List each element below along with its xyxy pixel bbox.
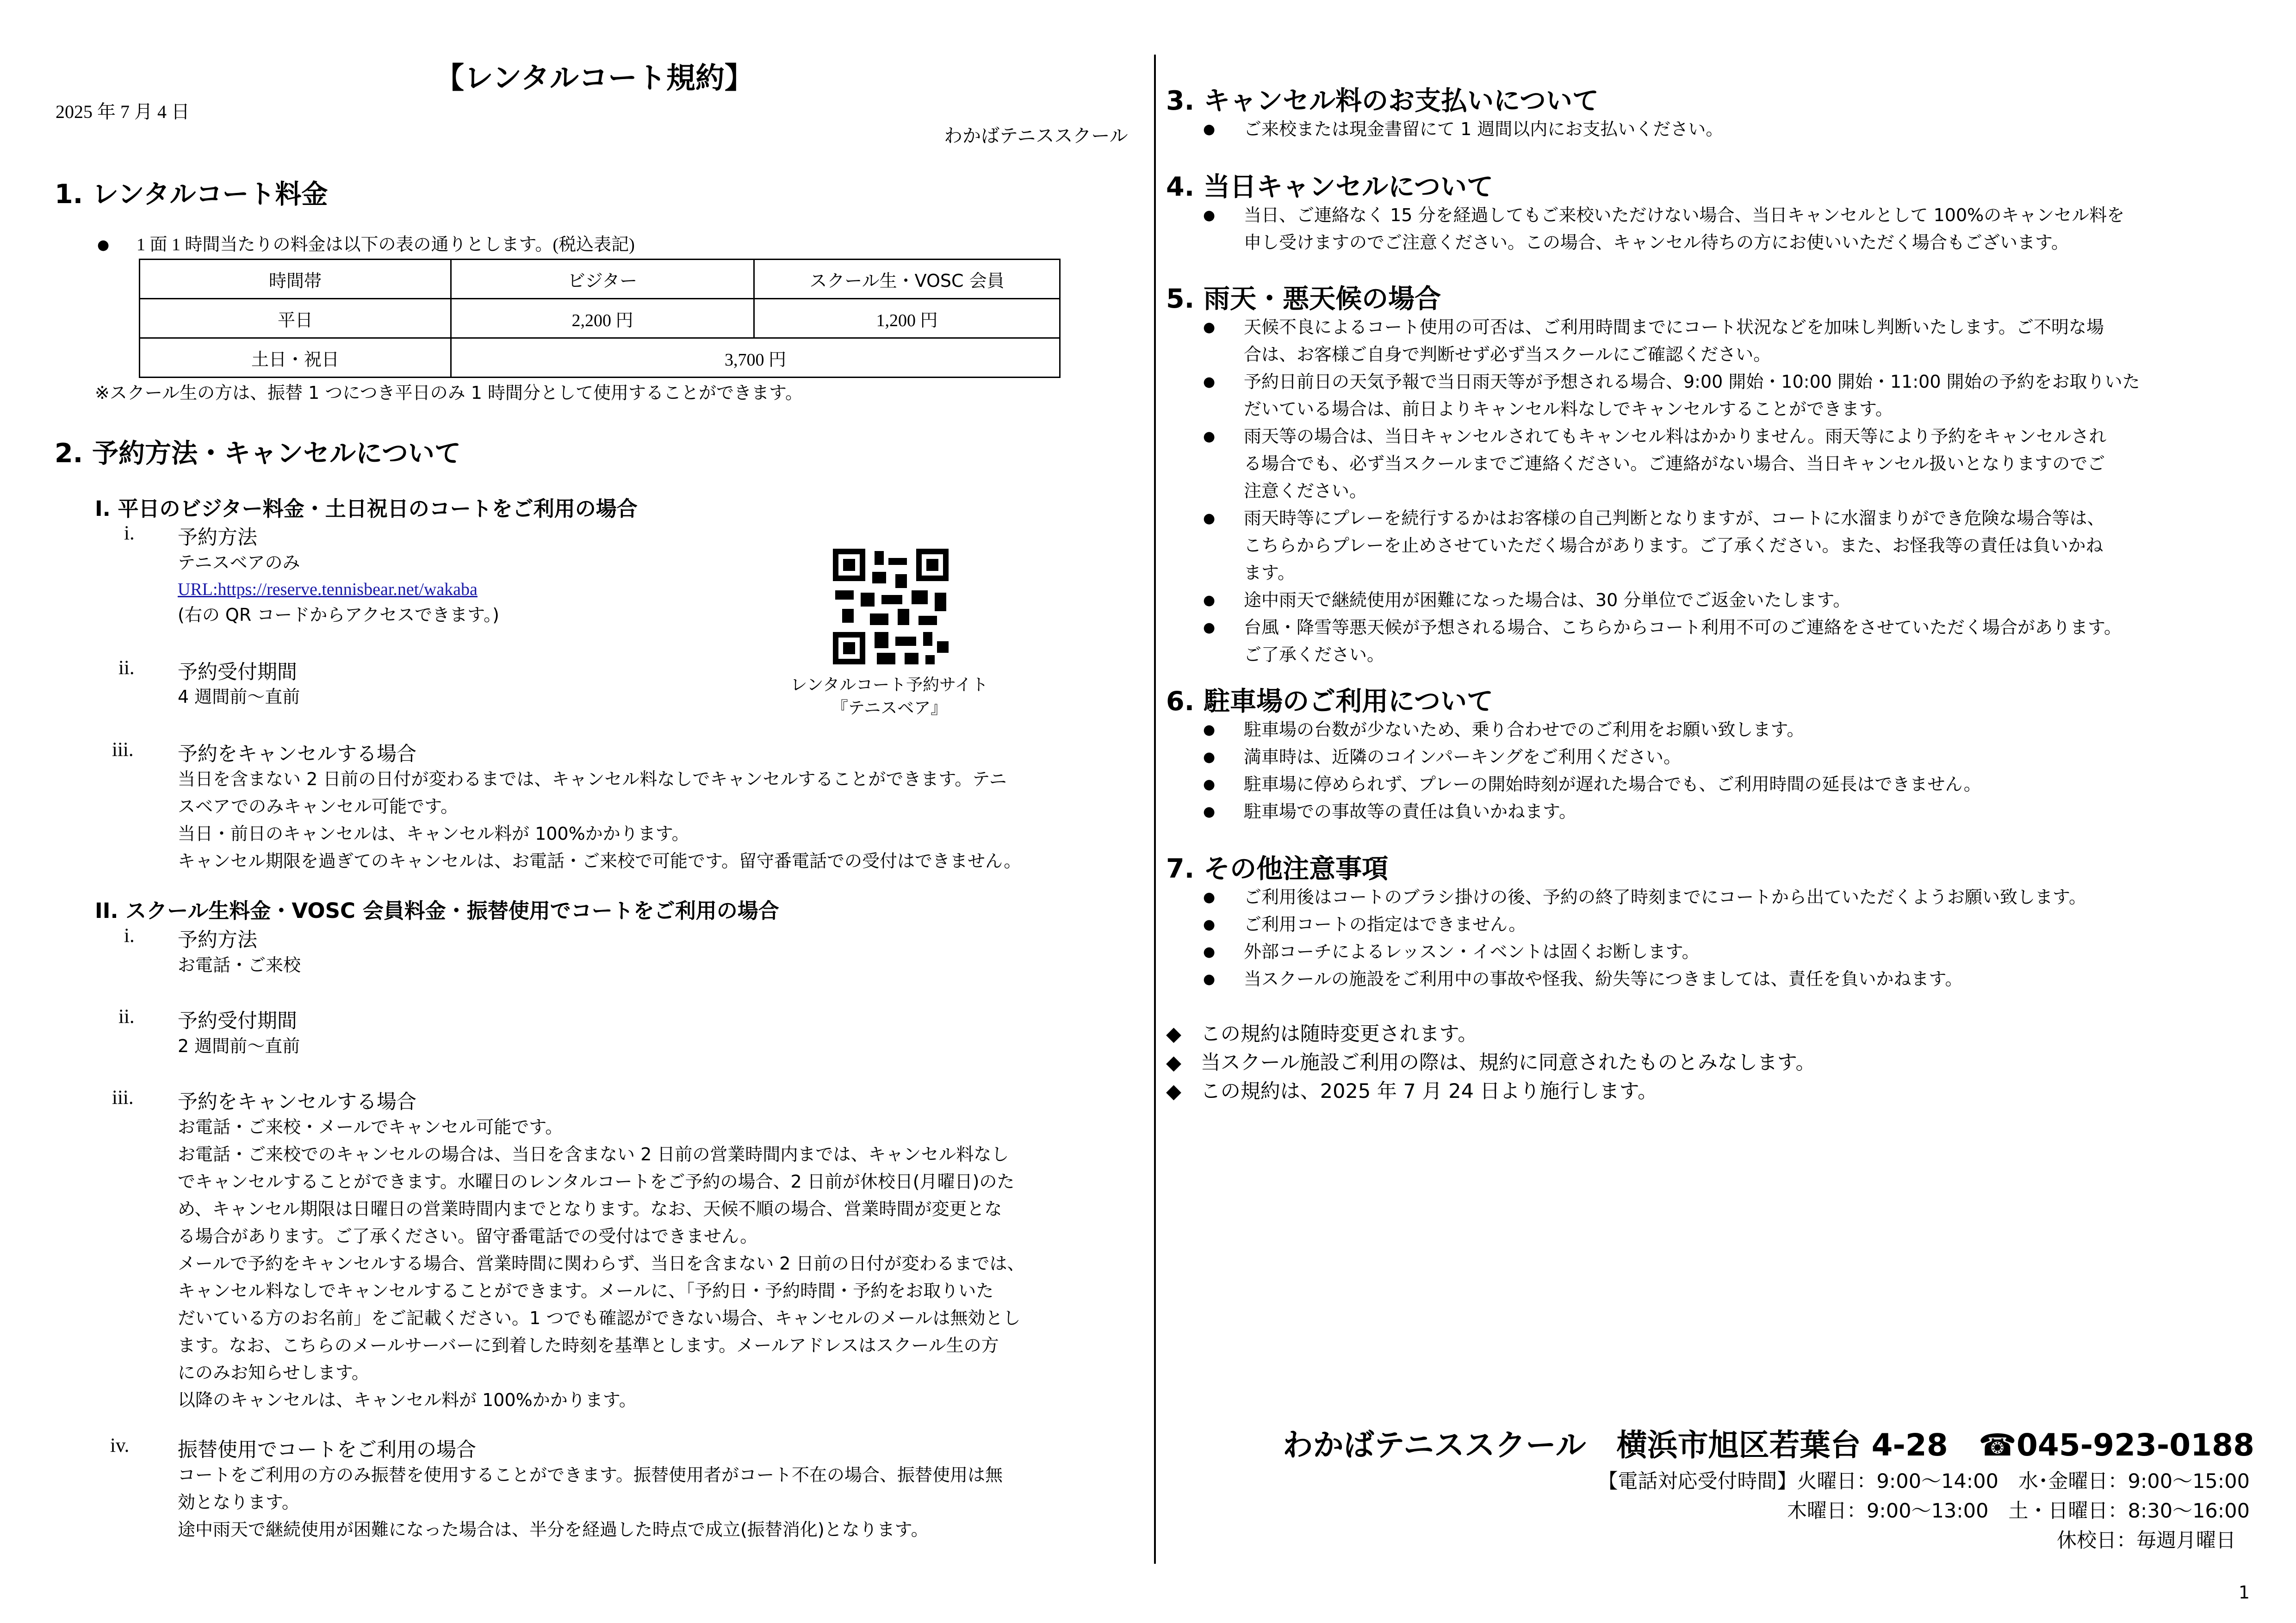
part1-iii-line: 当日・前日のキャンセルは、キャンセル料が 100%かかります。 (178, 824, 689, 844)
part2-i-line: お電話・ご来校 (178, 955, 301, 975)
page-title: 【レンタルコート規約】 (435, 61, 754, 95)
table-cell: 2,200 円 (451, 299, 754, 338)
qr-code-icon[interactable] (833, 549, 949, 664)
part2-iii-line: でキャンセルすることができます。水曜日のレンタルコートをご予約の場合、2 日前が休校日(月曜日)のた (178, 1171, 1015, 1192)
bullet-icon: ● (1203, 121, 1216, 137)
table-header-cell: スクール生・VOSC 会員 (754, 260, 1060, 299)
diamond-bullet-icon: ◆ (1166, 1022, 1182, 1046)
part1-i-title: 予約方法 (178, 526, 257, 549)
part2-iii-line: め、キャンセル期限は日曜日の営業時間内までとなります。なお、天候不順の場合、営業時間が変更とな (178, 1199, 1002, 1219)
bullet-icon: ● (1203, 971, 1216, 987)
table-header-row (140, 260, 1060, 299)
bullet-icon: ● (1203, 319, 1216, 335)
diamond-bullet-icon: ◆ (1166, 1051, 1182, 1074)
qr-caption: レンタルコート予約サイト (790, 675, 988, 694)
table-cell: 土日・祝日 (140, 338, 451, 378)
table-cell: 3,700 円 (451, 338, 1060, 378)
section5-heading: 5. 雨天・悪天候の場合 (1166, 284, 1441, 314)
closing-item: ◆ 当スクール施設ご利用の際は、規約に同意されたものとみなします。 (1166, 1051, 1816, 1074)
bullet-icon: ● (1203, 749, 1216, 765)
part2-ii-line: 2 週間前〜直前 (178, 1036, 300, 1056)
page-number: 1 (2238, 1582, 2250, 1603)
bullet-icon: ● (1203, 722, 1216, 738)
section3-heading: 3. キャンセル料のお支払いについて (1166, 86, 1599, 116)
part2-iii-line: ます。なお、こちらのメールサーバーに到着した時刻を基準とします。メールアドレスはスクール生の方 (178, 1335, 999, 1356)
bullet-icon: ● (1203, 804, 1216, 820)
table-row (140, 338, 1060, 378)
bullet-icon: ● (1203, 776, 1216, 793)
section7-heading: 7. その他注意事項 (1166, 854, 1389, 884)
part2-iv-line: コートをご利用の方のみ振替を使用することができます。振替使用者がコート不在の場合、振替使用は無 (178, 1465, 1003, 1485)
part1-i-note: (右の QR コードからアクセスできます。) (178, 605, 499, 625)
section1-note: ※スクール生の方は、振替 1 つにつき平日のみ 1 時間分として使用することができます。 (95, 383, 803, 403)
part2-iii-title: 予約をキャンセルする場合 (178, 1090, 416, 1114)
phone-hours: 【電話対応受付時間】火曜日：9:00〜14:00 水･金曜日：9:00〜15:00 (1598, 1470, 2250, 1493)
part2-ii-title: 予約受付期間 (178, 1010, 297, 1033)
rental-fee-table (139, 259, 1061, 378)
part2-iii-line: メールで予約をキャンセルする場合、営業時間に関わらず、当日を含まない 2 日前の日付が変わるまでは、 (178, 1253, 1025, 1274)
part2-iii-number: iii. (112, 1087, 134, 1109)
part1-i-number: i. (124, 522, 135, 544)
part2-iv-line: 効となります。 (178, 1492, 299, 1512)
part2-iv-number: iv. (110, 1435, 130, 1456)
part1-heading: I. 平日のビジター料金・土日祝日のコートをご利用の場合 (95, 496, 638, 521)
section4-heading: 4. 当日キャンセルについて (1166, 172, 1494, 202)
bullet-icon: ● (1203, 944, 1216, 960)
table-cell: 平日 (140, 299, 451, 338)
bullet-icon: ● (1203, 889, 1216, 905)
part2-iv-line: 途中雨天で継続使用が困難になった場合は、半分を経過した時点で成立(振替消化)となります。 (178, 1519, 929, 1540)
part2-i-title: 予約方法 (178, 929, 257, 952)
part1-ii-line: 4 週間前〜直前 (178, 687, 300, 707)
part1-i-line: テニスベアのみ (178, 552, 300, 573)
part2-iii-line: キャンセル料なしでキャンセルすることができます。メールに、「予約日・予約時間・予約をお取りいた (178, 1281, 994, 1301)
table-header-cell: ビジター (451, 260, 754, 299)
part2-iii-line: る場合があります。ご了承ください。留守番電話での受付はできません。 (178, 1226, 758, 1246)
closing-item: ◆ この規約は随時変更されます。 (1166, 1022, 1478, 1046)
document-date: 2025 年 7 月 4 日 (56, 101, 190, 122)
bullet-icon: ● (1203, 374, 1216, 390)
bullet-icon: ● (1203, 428, 1216, 445)
part2-iii-line: お電話・ご来校・メールでキャンセル可能です。 (178, 1117, 563, 1137)
part2-iii-line: にのみお知らせします。 (178, 1363, 369, 1383)
school-name: わかばテニススクール (944, 125, 1128, 147)
part1-iii-number: iii. (112, 739, 134, 761)
part1-ii-number: ii. (118, 657, 135, 679)
part2-iii-line: 以降のキャンセルは、キャンセル料が 100%かかります。 (178, 1390, 637, 1410)
bullet-icon: ● (1203, 592, 1216, 608)
part1-iii-title: 予約をキャンセルする場合 (178, 743, 416, 766)
bullet-icon: ● (97, 237, 110, 253)
phone-hours: 木曜日：9:00〜13:00 土・日曜日：8:30〜16:00 (1787, 1499, 2250, 1523)
school-contact: わかばテニススクール 横浜市旭区若葉台 4-28 ☎045-923-0188 (1282, 1427, 2254, 1463)
section2-heading: 2. 予約方法・キャンセルについて (55, 438, 461, 469)
bullet-icon: ● (1203, 619, 1216, 636)
section6-heading: 6. 駐車場のご利用について (1166, 686, 1494, 717)
qr-caption-site: 『テニスベア』 (831, 699, 948, 718)
diamond-bullet-icon: ◆ (1166, 1080, 1182, 1103)
reservation-url-link[interactable]: URL:https://reserve.tennisbear.net/wakaba (178, 580, 478, 599)
part2-iv-title: 振替使用でコートをご利用の場合 (178, 1438, 476, 1462)
bullet-icon: ● (1203, 207, 1216, 223)
part2-ii-number: ii. (118, 1006, 135, 1028)
closing-item: ◆ この規約は、2025 年 7 月 24 日より施行します。 (1166, 1080, 1658, 1103)
part1-iii-line: 当日を含まない 2 日前の日付が変わるまでは、キャンセル料なしでキャンセルすることができます。テニ (178, 769, 1007, 789)
closed-days: 休校日：毎週月曜日 (2057, 1529, 2236, 1552)
part2-iii-line: だいている方のお名前」をご記載ください。1 つでも確認ができない場合、キャンセルのメールは無効とし (178, 1308, 1021, 1328)
part1-iii-line: スベアでのみキャンセル可能です。 (178, 796, 459, 817)
part2-i-number: i. (124, 925, 135, 947)
table-cell: 1,200 円 (754, 299, 1060, 338)
part1-ii-title: 予約受付期間 (178, 661, 297, 684)
table-row (140, 299, 1060, 338)
bullet-icon: ● (1203, 917, 1216, 933)
part2-heading: II. スクール生料金・VOSC 会員料金・振替使用でコートをご利用の場合 (95, 898, 779, 923)
part1-iii-line: キャンセル期限を過ぎてのキャンセルは、お電話・ご来校で可能です。留守番電話での受付はできません。 (178, 851, 1022, 871)
part2-iii-line: お電話・ご来校でのキャンセルの場合は、当日を含まない 2 日前の営業時間内までは、キャンセル料なし (178, 1144, 1009, 1165)
column-divider (1154, 55, 1156, 1564)
table-header-cell: 時間帯 (140, 260, 451, 299)
bullet-icon: ● (1203, 510, 1216, 527)
section1-heading: 1. レンタルコート料金 (55, 179, 328, 210)
